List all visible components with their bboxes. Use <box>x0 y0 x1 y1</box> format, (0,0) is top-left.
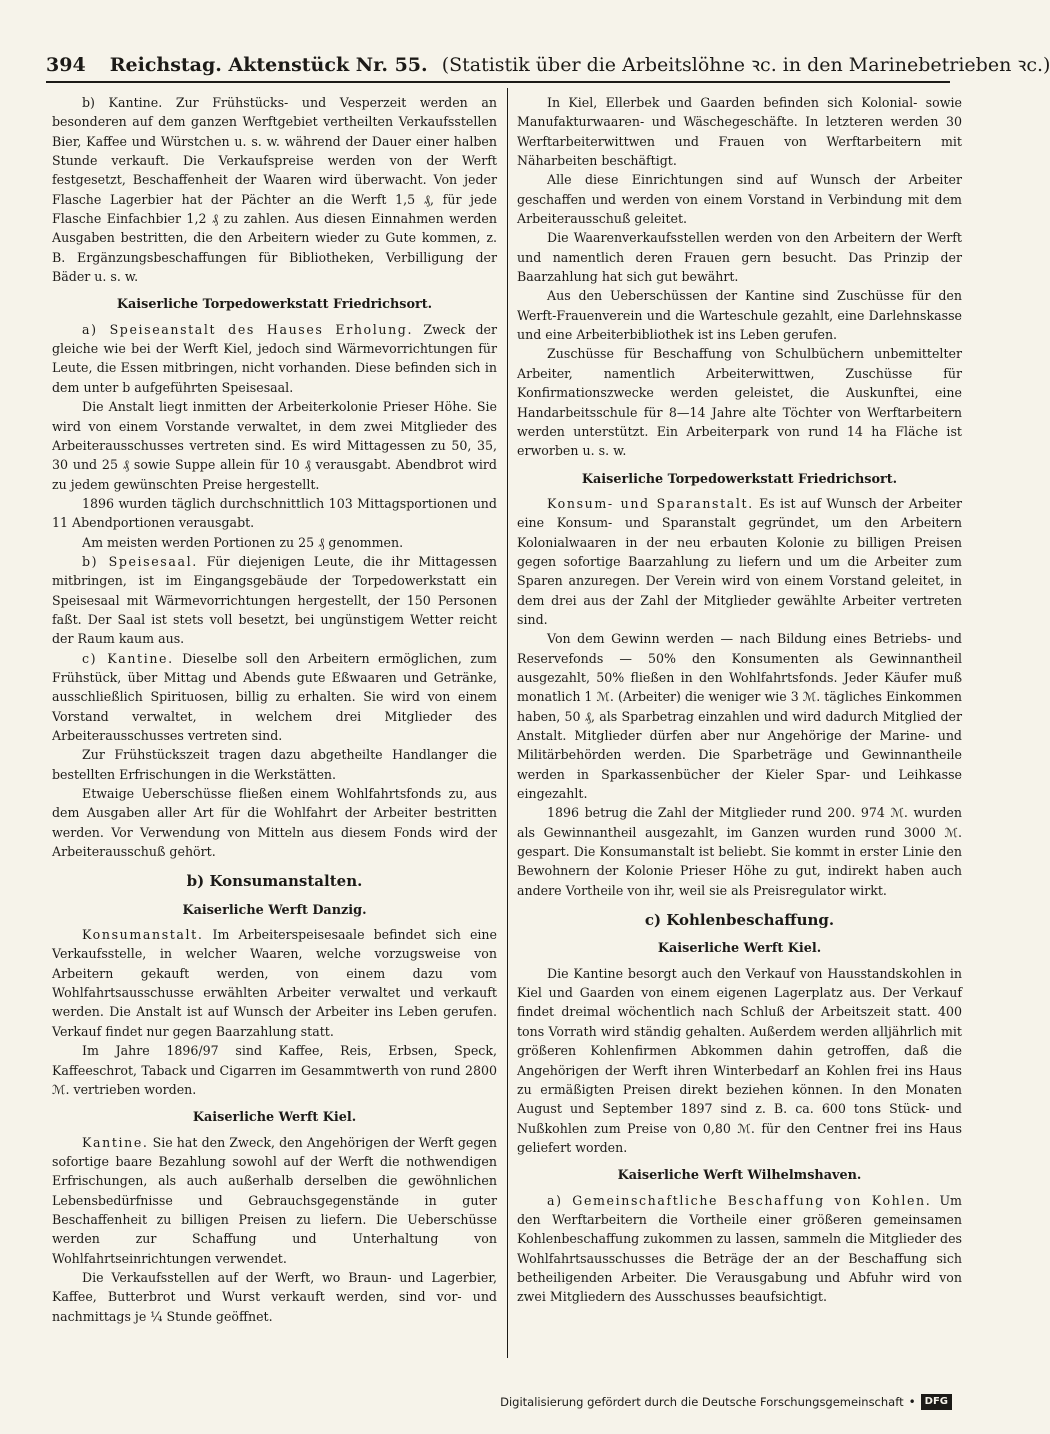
paragraph-lead: a) Speiseanstalt des Hauses Erholung. <box>82 321 414 337</box>
paragraph: Im Jahre 1896/97 sind Kaffee, Reis, Erbsen, Speck, Kaffeeschrot, Taback und Cigarren im Gesammtwerth von rund 2800 ℳ. vertrieben worden. <box>52 1043 497 1097</box>
paragraph: Am meisten werden Portionen zu 25 ₰ genommen. <box>82 534 404 550</box>
section-heading: Kaiserliche Werft Danzig. <box>182 902 367 918</box>
paragraph <box>517 1191 962 1307</box>
paragraph: 1896 wurden täglich durchschnittlich 103 Mittagsportionen und 11 Abendportionen verausgabt. <box>52 495 497 531</box>
paragraph: Etwaige Ueberschüsse fließen einem Wohlfahrtsfonds zu, aus dem Ausgaben aller Art für die Wohlfahrt der Arbeiter bestritten werden. Vor Verwendung von Mitteln aus diesem Fonds wird der Arbeiterausschuß gehört. <box>52 786 497 860</box>
chapter-heading: c) Kohlenbeschaffung. <box>644 911 835 930</box>
section-heading: Kaiserliche Torpedowerkstatt Friedrichsort. <box>581 471 898 487</box>
paragraph <box>517 494 962 629</box>
dfg-logo: DFG <box>921 1394 952 1410</box>
credit-text: Digitalisierung gefördert durch die Deutsche Forschungsgemeinschaft <box>500 1395 904 1409</box>
header-rule <box>46 81 950 83</box>
paragraph-text: Um den Werftarbeitern die Vortheile einer größeren gemeinsamen Kohlenbeschaffung zukommen zu lassen, sammeln die Mitglieder des Wohlfahrtsausschusses die Beträge der an der Beschaffung sich betheiligenden Arbeiter. Die Verausgabung und Abfuhr wird von zwei Mitgliedern des Ausschusses beaufsichtigt. <box>517 1192 962 1305</box>
paragraph: Aus den Ueberschüssen der Kantine sind Zuschüsse für den Werft-Frauenverein und die Warteschule gezahlt, eine Darlehnskasse und eine Arbeiterbibliothek ist ins Leben gerufen. <box>517 288 962 343</box>
paragraph: Die Anstalt liegt inmitten der Arbeiterkolonie Prieser Höhe. Sie wird von einem Vorstande verwaltet, in dem zwei Mitglieder des Arbeiterausschusses vertreten sind. Es wird Mittagessen zu 50, 35, 30 und 25 ₰ sowie Suppe allein für 10 ₰ verausgabt. Abendbrot wird zu jedem gewünschten Preise hergestellt. <box>52 399 497 492</box>
paragraph: Zur Frühstückszeit tragen dazu abgetheilte Handlanger die bestellten Erfrischungen in die Werkstätten. <box>52 747 497 782</box>
paragraph-text: Es ist auf Wunsch der Arbeiter eine Konsum- und Sparanstalt gegründet, um den Arbeitern Kolonialwaaren in der neu erbauten Kolonie zu billigen Preisen gegen sofortige Baarzahlung zu liefern und um die Arbeiter zum Sparen anzuregen. Der Verein wird von einem Vorstand geleitet, in dem drei aus der Zahl der Mitglieder gewählte Arbeiter vertreten sind. <box>517 495 963 627</box>
chapter-heading: b) Konsumanstalten. <box>186 872 363 891</box>
paragraph: b) Kantine. Zur Frühstücks- und Vesperzeit werden an besonderen auf dem ganzen Werftgebiet vertheilten Verkaufsstellen Bier, Kaffee und Würstchen u. s. w. während der Dauer einer halben Stunde verkauft. Die Verkaufspreise werden von der Werft festgesetzt, Beschaffenheit der Waaren wird überwacht. Von jeder Flasche Lagerbier hat der Pächter an die Werft 1,5 ₰, für jede Flasche Einfachbier 1,2 ₰ zu zahlen. Aus diesen Einnahmen werden Ausgaben bestritten, die den Arbeitern wieder zu Gute kommen, z. B. Ergänzungsbeschaffungen für Bibliotheken, Verbilligung der Bäder u. s. w. <box>52 95 497 285</box>
paragraph-lead: c) Kantine. <box>82 650 174 666</box>
paragraph-text: Sie hat den Zweck, den Angehörigen der Werft gegen sofortige baare Bezahlung sowohl auf der Werft die nothwendigen Erfrischungen, als auch außerhalb derselben die gewöhnlichen Lebensbedürfnisse und Gebrauchsgegenstände in guter Beschaffenheit zu billigen Preisen zu liefern. Die Ueberschüsse werden zur Schaffung und Unterhaltung von Wohlfahrtseinrichtungen verwendet. <box>52 1134 497 1266</box>
paragraph-text: Im Arbeiterspeisesaale befindet sich eine Verkaufsstelle, in welcher Waaren, welche vorzugsweise von Arbeitern gekauft werden, von einem dazu vom Wohlfahrtsausschusse erwählten Arbeiter verwaltet und verkauft werden. Die Anstalt ist auf Wunsch der Arbeiter ins Leben gerufen. Verkauf findet nur gegen Baarzahlung statt. <box>52 927 497 1039</box>
paragraph: Zuschüsse für Beschaffung von Schulbüchern unbemittelter Arbeiter, namentlich Arbeiterwittwen, Zuschüsse für Konfirmationszwecke werden geleistet, die Auskunftei, eine Handarbeitsschule für 8—14 Jahre alte Töchter von Werftarbeitern werden unterstützt. Ein Arbeiterpark von rund 14 ha Fläche ist erworben u. s. w. <box>517 346 962 459</box>
paragraph-text: Dieselbe soll den Arbeitern ermöglichen, zum Frühstück, über Mittag und Abends gute Eßwaaren und Getränke, ausschließlich Spirituosen, billig zu erhalten. Sie wird von einem Vorstand verwaltet, in welchem drei Mitglieder des Arbeiterausschusses vertreten sind. <box>52 650 497 743</box>
section-heading: Kaiserliche Werft Kiel. <box>192 1110 357 1126</box>
paragraph <box>52 1133 497 1268</box>
paragraph-lead: Konsum- und Sparanstalt. <box>547 495 754 511</box>
header-title: Reichstag. Aktenstück Nr. 55. <box>109 54 428 76</box>
paragraph <box>52 649 497 746</box>
section-heading: Kaiserliche Werft Wilhelmshaven. <box>617 1168 862 1184</box>
paragraph: 1896 betrug die Zahl der Mitglieder rund 200. 974 ℳ. wurden als Gewinnantheil ausgezahlt, im Ganzen wurden rund 3000 ℳ. gespart. Die Konsumanstalt ist beliebt. Sie kommt in erster Linie den Bewohnern der Kolonie Prieser Höhe zu gut, indirekt haben auch andere Vortheile von ihr, weil sie als Preisregulator wirkt. <box>517 805 962 898</box>
paragraph: In Kiel, Ellerbek und Gaarden befinden sich Kolonial- sowie Manufakturwaaren- und Wäschegeschäfte. In letzteren werden 30 Werftarbeiterwittwen und Frauen von Werftarbeitern mit Näharbeiten beschäftigt. <box>517 95 962 169</box>
paragraph-lead: Kantine. <box>82 1134 149 1150</box>
paragraph <box>52 925 497 1041</box>
page-number: 394 <box>46 54 86 76</box>
paragraph <box>52 320 497 397</box>
column-divider <box>507 88 508 1358</box>
paragraph: Von dem Gewinn werden — nach Bildung eines Betriebs- und Reservefonds — 50% den Konsumenten als Gewinnantheil ausgezahlt, 50% fließen in den Wohlfahrtsfonds. Jeder Käufer muß monatlich 1 ℳ. (Arbeiter) die weniger wie 3 ℳ. tägliches Einkommen haben, 50 ₰, als Sparbetrag einzahlen und wird dadurch Mitglied der Anstalt. Mitglieder dürfen aber nur Angehörige der Marine- und Militärbehörden werden. Die Sparbeträge und Gewinnantheile werden in Sparkassenbücher der Kieler Spar- und Leihkasse eingezahlt. <box>517 631 962 802</box>
paragraph: Alle diese Einrichtungen sind auf Wunsch der Arbeiter geschaffen und werden von einem Vorstand in Verbindung mit dem Arbeiterausschuß geleitet. <box>517 172 962 227</box>
left-column <box>52 93 497 1361</box>
paragraph: Die Verkaufsstellen auf der Werft, wo Braun- und Lagerbier, Kaffee, Butterbrot und Wurst verkauft werden, sind vor- und nachmittags je ¼ Stunde geöffnet. <box>52 1269 497 1324</box>
running-header <box>46 50 1050 80</box>
paragraph: Die Waarenverkaufsstellen werden von den Arbeitern der Werft und namentlich deren Frauen gern besucht. Das Prinzip der Baarzahlung hat sich gut bewährt. <box>517 230 962 285</box>
digitization-credit <box>500 1393 952 1411</box>
paragraph-lead: b) Speisesaal. <box>82 553 198 569</box>
paragraph-lead: Konsumanstalt. <box>82 927 204 943</box>
paragraph <box>52 552 497 649</box>
credit-separator: • <box>908 1395 916 1409</box>
section-heading: Kaiserliche Torpedowerkstatt Friedrichsort. <box>116 297 433 313</box>
paragraph-text: Für diejenigen Leute, die ihr Mittagessen mitbringen, ist im Eingangsgebäude der Torpedowerkstatt ein Speisesaal mit Wärmevorrichtungen hergestellt, der 150 Personen faßt. Der Saal ist stets voll besetzt, bei ungünstigem Wetter reicht der Raum kaum aus. <box>52 553 497 647</box>
paragraph-text: Zweck der gleiche wie bei der Werft Kiel, jedoch sind Wärmevorrichtungen für Leute, die Essen mitbringen, nicht vorhanden. Diese befinden sich in dem unter b aufgeführten Speisesaal. <box>52 321 497 395</box>
paragraph-lead: a) Gemeinschaftliche Beschaffung von Kohlen. <box>547 1192 932 1208</box>
paragraph: Die Kantine besorgt auch den Verkauf von Hausstandskohlen in Kiel und Gaarden von einem eigenen Lagerplatz aus. Der Verkauf findet dreimal wöchentlich nach Schluß der Arbeitszeit statt. 400 tons Vorrath wird ständig gehalten. Außerdem werden alljährlich mit größeren Kohlenfirmen Abkommen dahin getroffen, daß die Angehörigen der Werft ihren Winterbedarf an Kohlen frei ins Haus zu ermäßigten Preisen direkt beziehen können. In den Monaten August und September 1897 sind z. B. ca. 600 tons Stück- und Nußkohlen zum Preise von 0,80 ℳ. für den Centner frei ins Haus geliefert worden. <box>517 965 962 1155</box>
right-column <box>517 93 962 1361</box>
header-subtitle: (Statistik über die Arbeitslöhne ꝛc. in den Marinebetrieben ꝛc.) <box>441 54 1050 76</box>
section-heading: Kaiserliche Werft Kiel. <box>657 941 822 957</box>
